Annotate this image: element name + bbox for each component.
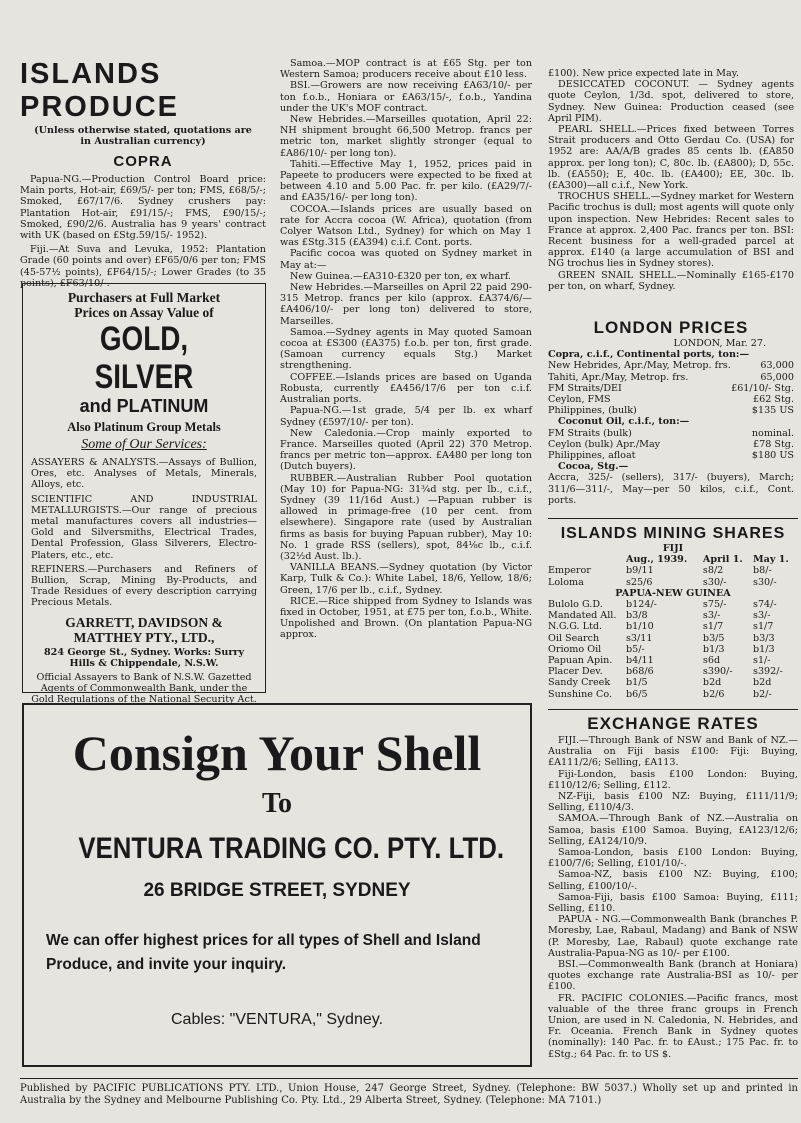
- share-price: s6d: [702, 655, 721, 667]
- middle-paragraph: VANILLA BEANS.—Sydney quotation (by Victor Karp, Tulk & Co.): White Label, 18/6, Yellow, 18/6; Green, 17/6 per lb., c.i.f., Sydney.: [280, 562, 532, 596]
- share-price: b3/8: [626, 610, 648, 622]
- middle-paragraph: New Guinea.—£A310-£320 per ton, ex wharf.: [290, 270, 511, 282]
- share-price: s390/-: [702, 666, 733, 678]
- price-label: Philippines, (bulk): [548, 405, 637, 417]
- exchange-text: [548, 735, 798, 1060]
- share-price: b6/5: [626, 688, 648, 700]
- price-label: Philippines, afloat: [548, 450, 636, 462]
- london-price-row: [548, 360, 794, 371]
- middle-paragraph: RICE.—Rice shipped from Sydney to Islands was fixed in October, 1951, at £75 per ton, f.o.b., White. Unpolished and Brown. (On plantation Papua-NG approx.: [280, 595, 532, 641]
- mining-row: [548, 655, 798, 666]
- service-paragraph: ASSAYERS & ANALYSTS.—Assays of Bullion, Ores, etc. Analyses of Metals, Minerals, Alloys, etc.: [31, 457, 257, 491]
- exchange-rates-section: [548, 709, 798, 1060]
- share-price: s25/6: [626, 576, 653, 588]
- right-paragraph: PEARL SHELL.—Prices fixed between Torres Strait producers and Otto Gerdau Co. (USA) for 1952 are: AA/A/B grades 85 cents lb. (£A850 approx. per long ton); C, 80c. lb. (£A800); D, 55c. lb. (£A550); E, 40c. lb. (£A400); EE, 30c. lb. (£A300)—all c.i.f., New York.: [548, 124, 794, 192]
- price-value: $135 US: [751, 405, 794, 417]
- share-price: b2d: [702, 677, 722, 689]
- consign-offer: We can offer highest prices for all types of Shell and Island Produce, and invite your inquiry.: [46, 932, 481, 973]
- mining-row: [548, 689, 798, 700]
- share-price: s8/2: [702, 565, 724, 577]
- share-price: s1/-: [753, 655, 771, 667]
- middle-paragraph: Samoa.—Sydney agents in May quoted Samoan cocoa at £S300 (£A375) f.o.b. per ton, first grade. (Samoan currency equals Stg.) Market strengthening.: [280, 326, 532, 372]
- middle-paragraph: RUBBER.—Australian Rubber Pool quotation (May 10) for Papua-NG: 31¾d stg. per lb., c.i.f., Sydney (39 11/16d Aust.) —Papuan rubber is allowed in primage-free (10 per cent. from elsewhere). Singapore rate (used by Australian firms as basis for buying Papuan rubber), May 10: No. 1 grade RSS (sellers), spot, 84⅛c lb., c.i.f. (32½d Aust. lb.).: [280, 472, 532, 562]
- mining-row: [548, 633, 798, 644]
- exchange-paragraph: Samoa-NZ, basis £100 NZ: Buying, £100; Selling, £100/10/-.: [548, 869, 798, 892]
- copra-paragraph: Fiji.—At Suva and Levuka, 1952: Plantation Grade (60 points and over) £F65/0/6 per ton; FMS (45-57½ points), £F64/15/-; Lower Grades (to 35 points), £F63/10/-.: [20, 244, 266, 289]
- gold-ad-address: 824 George St., Sydney. Works: Surry Hills & Chippendale, N.S.W.: [43, 646, 245, 669]
- mining-header-cell: [548, 554, 626, 565]
- middle-paragraph: BSI.—Growers are now receiving £A63/10/- per ton f.o.b., Honiara or £A63/15/-, f.o.b., Yandina under the UK's MOF contract.: [280, 80, 532, 114]
- islands-produce-section: [20, 58, 266, 289]
- company-name: Sandy Creek: [548, 677, 611, 689]
- mining-shares-section: [548, 518, 798, 700]
- png-heading: PAPUA-NEW GUINEA: [615, 587, 731, 599]
- price-value: £62 Stg.: [753, 394, 794, 406]
- middle-paragraph: Papua-NG.—1st grade, 5/4 per lb. ex wharf Sydney (£597/10/- per ton).: [280, 405, 532, 428]
- exchange-paragraph: Fiji-London, basis £100 London: Buying, £110/12/6; Selling, £112.: [548, 768, 798, 791]
- share-price: s30/-: [753, 576, 777, 588]
- right-paragraph: GREEN SNAIL SHELL.—Nominally £165-£170 per ton, on wharf, Sydney.: [548, 269, 794, 292]
- gold-ad-line1: Purchasers at Full Market: [67, 290, 221, 305]
- exchange-paragraph: FIJI.—Through Bank of NSW and Bank of NZ.—Australia on Fiji basis £100: Fiji: Buying, £A111/2/6; Selling, £A113.: [548, 735, 798, 769]
- mining-row: [548, 599, 798, 610]
- company-name: Oil Search: [548, 632, 600, 644]
- share-price: b124/-: [626, 599, 657, 611]
- copra-heading: COPRA: [113, 153, 173, 170]
- mining-row: [548, 677, 798, 688]
- right-paragraph: £100). New price expected late in May.: [548, 68, 739, 79]
- mining-row: [548, 565, 798, 576]
- gold-ad-company: GARRETT, DAVIDSON & MATTHEY PTY., LTD.,: [65, 614, 223, 645]
- fiji-heading: FIJI: [662, 543, 684, 554]
- company-name: Papuan Apin.: [548, 655, 613, 667]
- price-value: 63,000: [760, 360, 794, 372]
- copra-text: [20, 174, 266, 289]
- company-name: Placer Dev.: [548, 666, 603, 678]
- share-price: s3/-: [702, 610, 721, 622]
- islands-produce-subtitle: (Unless otherwise stated, quotations are in Australian currency): [34, 125, 252, 147]
- share-price: b3/5: [702, 632, 725, 644]
- london-oil-row: [548, 428, 794, 439]
- share-price: s74/-: [753, 599, 777, 611]
- gold-ad-footer: Official Assayers to Bank of N.S.W. Gazetted Agents of Commonwealth Bank, under the Gold Regulations of the National Security Act.: [31, 672, 257, 706]
- company-name: N.G.G. Ltd.: [548, 621, 603, 633]
- share-price: s75/-: [702, 599, 727, 611]
- consign-to: To: [261, 788, 293, 819]
- share-price: b2/6: [702, 688, 725, 700]
- share-price: b1/3: [753, 643, 775, 655]
- gold-silver-headline: GOLD, SILVER: [94, 320, 194, 396]
- price-value: nominal.: [751, 427, 794, 439]
- middle-column: [280, 58, 532, 641]
- price-value: 65,000: [760, 371, 794, 383]
- exchange-paragraph: FR. PACIFIC COLONIES.—Pacific francs, most valuable of the three franc groups in French Union, are used in N. Caledonia, N. Hebrides, and Fr. Oceania. French Bank in Sydney quotes (nominally): 140 Pac. fr. to £Aust.; 175 Pac. fr. to £Stg.; 64 Pac. fr. to US $.: [548, 992, 798, 1060]
- london-prices-section: [548, 318, 794, 506]
- price-value: £78 Stg.: [753, 438, 794, 450]
- right-column: [548, 68, 794, 292]
- share-price: b2d: [753, 677, 772, 689]
- share-price: s1/7: [702, 621, 724, 633]
- price-label: Tahiti, Apr./May, Metrop. frs.: [548, 371, 689, 383]
- mining-header-cell: Aug., 1939.: [626, 554, 688, 566]
- london-price-row: [548, 383, 794, 394]
- mining-row: [548, 621, 798, 632]
- company-name: Mandated All.: [548, 610, 617, 622]
- london-oil-table: [548, 428, 794, 462]
- company-name: Emperor: [548, 565, 591, 577]
- middle-paragraph: Samoa.—MOP contract is at £65 Stg. per ton Western Samoa; producers receive about £10 less.: [280, 58, 532, 81]
- share-price: b3/3: [753, 632, 775, 644]
- mining-header-cell: May 1.: [753, 554, 789, 566]
- mining-row: [548, 577, 798, 588]
- mining-header-row: [548, 554, 798, 565]
- company-name: Oriomo Oil: [548, 643, 602, 655]
- ventura-address: 26 BRIDGE STREET, SYDNEY: [143, 880, 411, 901]
- mining-header-cell: April 1.: [702, 554, 743, 566]
- services-heading: Some of Our Services:: [81, 437, 207, 452]
- share-price: s392/-: [753, 666, 783, 678]
- mining-table: [548, 554, 798, 700]
- share-price: b2/-: [753, 688, 772, 700]
- consign-shell-ad: [22, 703, 532, 1067]
- london-prices-title: LONDON PRICES: [593, 318, 749, 337]
- price-value: £61/10/- Stg.: [731, 382, 794, 394]
- share-price: b1/10: [626, 621, 654, 633]
- platinum-group-line: Also Platinum Group Metals: [67, 420, 221, 434]
- london-price-row: [548, 372, 794, 383]
- mining-shares-title: ISLANDS MINING SHARES: [560, 525, 786, 542]
- right-paragraph: TROCHUS SHELL.—Sydney market for Western Pacific trochus is dull; most agents will quote only upon inspection. New Hebrides: Recent sales to France at approx. 2,400 Pac. francs per ton. BSI: Recent business for a well-graded parcel at approx. £140 (a large accumulation of BSI and NG trochus lies in Sydney stores).: [548, 191, 794, 270]
- exchange-paragraph: BSI.—Commonwealth Bank (branch at Honiara) quotes exchange rate Australia-BSI as 10/- per £100.: [548, 959, 798, 993]
- company-name: Sunshine Co.: [548, 688, 613, 700]
- share-price: b68/6: [626, 666, 654, 678]
- exchange-paragraph: Samoa-Fiji, basis £100 Samoa: Buying, £111; Selling, £110.: [548, 891, 798, 915]
- gold-ad-line2: Prices on Assay Value of: [74, 305, 214, 320]
- consign-cables: Cables: "VENTURA," Sydney.: [170, 1011, 384, 1028]
- service-paragraph: REFINERS.—Purchasers and Refiners of Bullion, Scrap, Mining By-Products, and Trade Residues of every description carrying Precious Metals.: [31, 563, 257, 609]
- middle-paragraph: Pacific cocoa was quoted on Sydney market in May at:—: [280, 248, 532, 271]
- mining-row: [548, 644, 798, 655]
- middle-paragraph: New Hebrides.—Marseilles on April 22 paid 290-315 Metrop. francs per kilo (approx. £A374/6/—£A406/10/- per long ton) delivered to store, Marseilles.: [280, 282, 532, 327]
- service-paragraph: SCIENTIFIC AND INDUSTRIAL METALLURGISTS.—Our range of precious metal manufactures covers all industries—Gold and Silversmiths, Electrical Trades, Dental Profession, Glass Silverers, Electro-Platers, etc., etc.: [31, 493, 257, 561]
- consign-headline: Consign Your Shell: [72, 725, 482, 781]
- london-price-row: [548, 394, 794, 405]
- middle-paragraph: COCOA.—Islands prices are usually based on rate for Accra cocoa (W. Africa), quotation (from Colyer Watson Ltd., Sydney) for which on May 1 was £Stg.315 (£A394) c.i.f. Cont. ports.: [280, 203, 532, 249]
- share-price: b4/11: [626, 655, 654, 667]
- share-price: b9/11: [626, 565, 654, 577]
- london-price-row: [548, 405, 794, 416]
- islands-produce-title: ISLANDS PRODUCE: [20, 58, 180, 123]
- middle-paragraph: COFFEE.—Islands prices are based on Uganda Robusta, currently £A456/17/6 per ton c.i.f. Australian ports.: [280, 371, 532, 406]
- london-intro: Copra, c.i.f., Continental ports, ton:—: [548, 349, 750, 361]
- services-list: [31, 457, 257, 609]
- exchange-rates-title: EXCHANGE RATES: [587, 714, 759, 733]
- exchange-paragraph: SAMOA.—Through Bank of NZ.—Australia on Samoa, basis £100 Samoa. Buying, £A123/12/6; Selling, £A124/10/9.: [548, 813, 798, 847]
- copra-paragraph: Papua-NG.—Production Control Board price: Main ports, Hot-air, £69/5/- per ton; FMS, £68/5/-; Smoked, £67/17/6. Sydney crushers pay: Plantation Hot-air, £91/15/-; FMS, £90/15/-; Smoked, £90/2/6. Australia has 9 years' contract with UK (based on £Stg.59/15/- 1952).: [20, 174, 266, 242]
- share-price: b1/3: [702, 643, 725, 655]
- price-label: New Hebrides, Apr./May, Metrop. frs.: [548, 360, 731, 372]
- share-price: s3/11: [626, 632, 653, 644]
- middle-paragraph: New Hebrides.—Marseilles quotation, April 22: NH shipment brought 66,500 Metrop. francs per metric ton, market slightly stronger (equal to £A86/10/- per long ton).: [280, 114, 532, 159]
- share-price: s3/-: [753, 610, 771, 622]
- mining-row: [548, 610, 798, 621]
- ventura-company: VENTURA TRADING CO. PTY. LTD.: [78, 832, 505, 865]
- london-copra-table: [548, 360, 794, 416]
- exchange-paragraph: Samoa-London, basis £100 London: Buying, £100/7/6; Selling, £101/10/-.: [548, 847, 798, 870]
- share-price: b5/-: [626, 643, 645, 655]
- price-value: $180 US: [751, 450, 794, 462]
- right-paragraph: DESICCATED COCONUT. — Sydney agents quote Ceylon, 1/3d. spot, delivered to store, Sydney. New Guinea: Production ceased (see April PIM).: [548, 79, 794, 124]
- london-dateline: LONDON, Mar. 27.: [673, 338, 766, 349]
- cocoa-intro: Cocoa, Stg.—: [558, 461, 629, 473]
- mining-row: [548, 666, 798, 677]
- company-name: Loloma: [548, 576, 584, 588]
- gold-silver-ad: [22, 283, 266, 706]
- share-price: b1/5: [626, 677, 648, 689]
- cocoa-text: Accra, 325/- (sellers), 317/- (buyers), March; 311/6—311/-, May—per 50 kilos, c.i.f., Cont. ports.: [548, 472, 794, 506]
- share-price: b8/-: [753, 565, 772, 577]
- london-oil-row: [548, 439, 794, 450]
- exchange-paragraph: PAPUA - NG.—Commonwealth Bank (branches P. Moresby, Lae, Rabaul, Madang) and Bank of NSW (P. Moresby, Lae, Rabaul) quote exchange rate Australia-Papua-NG as 10/- per £100.: [548, 914, 798, 959]
- share-price: s1/7: [753, 621, 774, 633]
- share-price: s30/-: [702, 576, 727, 588]
- publisher-footer: Published by PACIFIC PUBLICATIONS PTY. LTD., Union House, 247 George Street, Sydney. (Telephone: BW 5037.) Wholly set up and printed in Australia by the Sydney and Melbourne Publishing Co. Pty. Ltd., 29 Alberta Street, Sydney. (Telephone: MA 7101.): [20, 1078, 798, 1107]
- exchange-paragraph: NZ-Fiji, basis £100 NZ: Buying, £111/11/9; Selling, £110/4/3.: [548, 791, 798, 814]
- price-label: FM Straits (bulk): [548, 427, 632, 439]
- company-name: Bulolo G.D.: [548, 599, 603, 611]
- png-heading-row: [548, 588, 798, 599]
- london-oil-row: [548, 450, 794, 461]
- platinum-line: and PLATINUM: [79, 396, 209, 416]
- price-label: Ceylon, FMS: [548, 394, 611, 406]
- coconut-oil-intro: Coconut Oil, c.i.f., ton:—: [558, 416, 690, 428]
- middle-paragraph: Tahiti.—Effective May 1, 1952, prices paid in Papeete to producers were expected to be fixed at between 4.10 and 5.00 Pac. fr. per kilo. (£A29/7/- and £A35/16/- per long ton).: [280, 158, 532, 204]
- middle-paragraph: New Caledonia.—Crop mainly exported to France. Marseilles quoted (April 22) 370 Metrop. francs per metric ton—approx. £A480 per long ton (Dutch buyers).: [280, 427, 532, 473]
- price-label: FM Straits/DEI: [548, 382, 622, 394]
- price-label: Ceylon (bulk) Apr./May: [548, 438, 661, 450]
